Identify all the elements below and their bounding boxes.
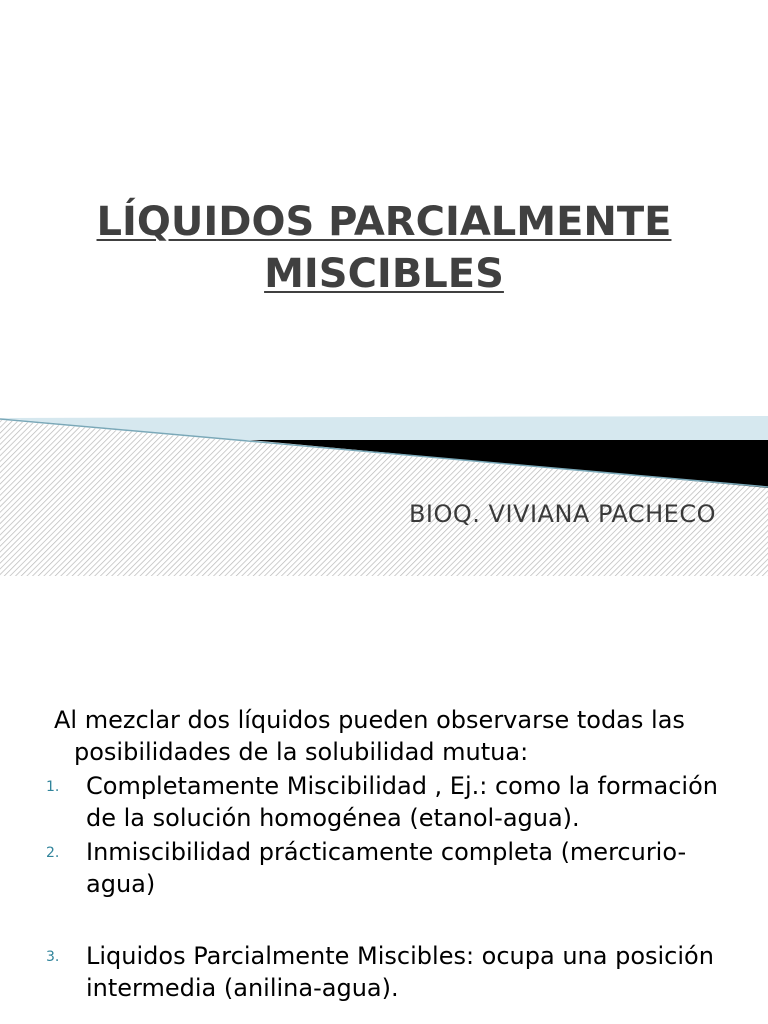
title-line-2: MISCIBLES [264, 251, 504, 297]
slide-subtitle: BIOQ. VIVIANA PACHECO [408, 500, 716, 528]
numbered-list [40, 770, 740, 1004]
list-number: 2. [46, 845, 60, 861]
slide-body [40, 704, 740, 1006]
list-item-text: Liquidos Parcialmente Miscibles: ocupa una posición intermedia (anilina-agua). [86, 942, 714, 1002]
list-item [40, 940, 740, 1004]
title-line-1: LÍQUIDOS PARCIALMENTE [96, 199, 672, 245]
intro-paragraph: Al mezclar dos líquidos pueden observarse todas las posibilidades de la solubilidad mutua: [54, 706, 685, 766]
list-item-text: Inmiscibilidad prácticamente completa (mercurio-agua) [86, 838, 687, 898]
list-number: 1. [46, 779, 60, 795]
list-item [40, 836, 740, 900]
decorative-band [0, 410, 768, 576]
content-slide [0, 576, 768, 1024]
slide-title [0, 196, 768, 300]
list-item [40, 770, 740, 834]
list-item-text: Completamente Miscibilidad , Ej.: como la formación de la solución homogénea (etanol-agua). [86, 772, 718, 832]
list-number: 3. [46, 949, 60, 965]
